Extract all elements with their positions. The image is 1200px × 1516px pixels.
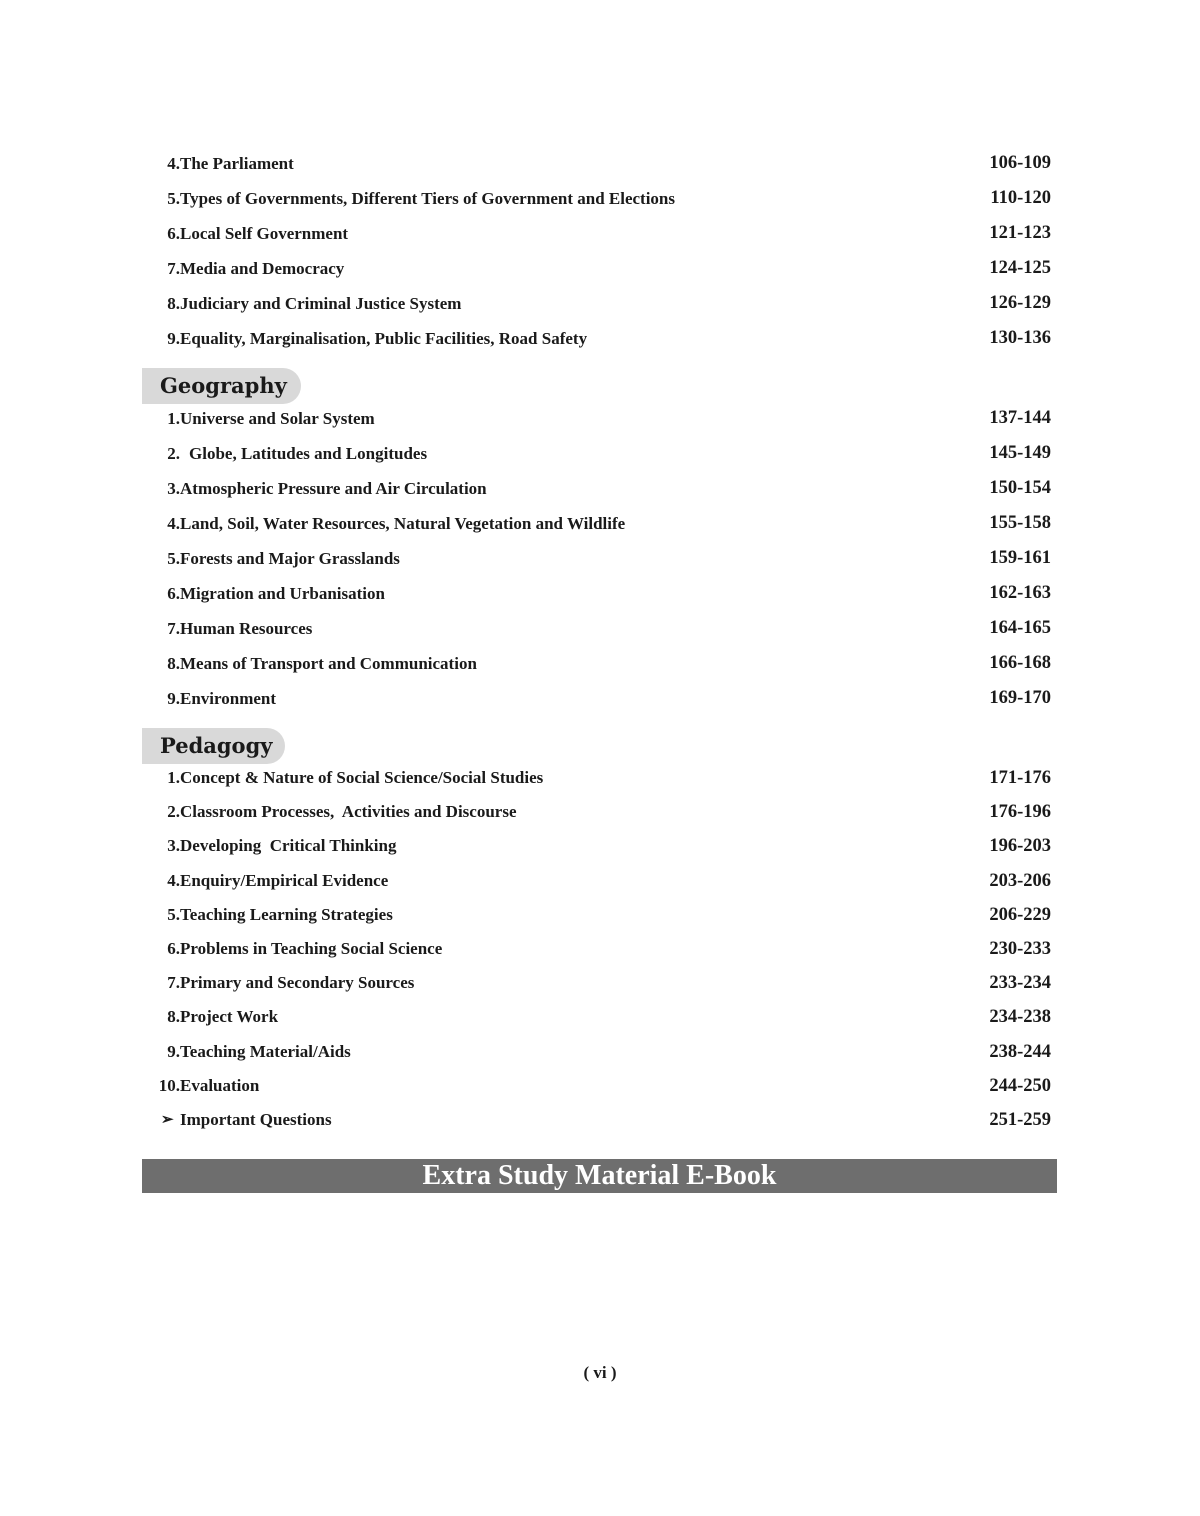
toc-entry-important-questions [142,1103,1057,1137]
entry-title: Equality, Marginalisation, Public Facilities, Road Safety [180,329,588,348]
toc-entry [142,646,1057,681]
entry-pages: 162-163 [989,583,1051,603]
entry-title: Judiciary and Criminal Justice System [180,294,462,313]
entry-number: 5. [167,549,180,568]
toc-entry [142,761,1057,795]
entry-number: 1. [167,768,180,787]
toc-entry [142,216,1057,251]
entry-number: 9. [167,1041,180,1061]
entry-number: 3. [167,479,180,498]
section-heading-pedagogy: Pedagogy [142,728,285,764]
entry-pages: 244-250 [989,1075,1051,1096]
entry-number: 3. [167,836,180,856]
entry-number: 6. [167,584,180,603]
entry-pages: 230-233 [989,938,1051,959]
toc-entry [142,436,1057,471]
entry-title: Migration and Urbanisation [180,584,385,603]
pedagogy-entries [142,761,1057,1137]
entry-number: 4. [167,514,180,533]
entry-number: 7. [167,619,180,638]
entry-pages: 196-203 [989,836,1051,857]
toc-entry [142,401,1057,436]
entry-title: Project Work [180,1007,279,1027]
entry-number: 7. [167,259,180,278]
toc-entry [142,932,1057,966]
entry-number: 5. [167,189,180,208]
entry-title: Classroom Processes, Activities and Discourse [180,802,517,822]
entry-pages: 145-149 [989,443,1051,463]
entry-pages: 206-229 [989,904,1051,925]
toc-entry [142,181,1057,216]
entry-number: 10. [158,1075,180,1095]
arrow-bullet-icon: ➢ [161,1111,174,1128]
entry-title: Teaching Learning Strategies [180,904,393,924]
entry-number: 8. [167,654,180,673]
entry-number: 1. [167,409,180,428]
toc-entry [142,1069,1057,1103]
toc-entry [142,795,1057,829]
page-number: ( vi ) [583,1363,617,1382]
entry-pages: 130-136 [989,328,1051,348]
entry-number: 8. [167,1007,180,1027]
toc-entry [142,966,1057,1000]
entry-pages: 176-196 [989,802,1051,823]
entry-number: 9. [167,689,180,708]
entry-pages: 110-120 [990,188,1051,208]
entry-pages: 137-144 [989,408,1051,428]
entry-pages: 150-154 [989,478,1051,498]
entry-number: 2. [167,444,180,463]
entry-title: Evaluation [180,1075,260,1095]
entry-pages: 159-161 [989,548,1051,568]
geography-entries [142,401,1057,716]
toc-entry [142,829,1057,863]
entry-title: Developing Critical Thinking [180,836,397,856]
entry-pages: 169-170 [989,688,1051,708]
entry-number: 2. [167,802,180,822]
toc-entry [142,321,1057,356]
entry-title: Means of Transport and Communication [180,654,477,673]
toc-entry [142,146,1057,181]
entry-title: Enquiry/Empirical Evidence [180,870,389,890]
entry-pages: 121-123 [989,223,1051,243]
toc-entry [142,251,1057,286]
extra-material-banner: Extra Study Material E-Book [142,1159,1057,1193]
entry-pages: 171-176 [989,768,1051,788]
entry-title: Forests and Major Grasslands [180,549,400,568]
entry-number: 6. [167,224,180,243]
entry-pages: 234-238 [989,1007,1051,1028]
toc-entry [142,1035,1057,1069]
entry-number: 8. [167,294,180,313]
toc-entry [142,541,1057,576]
entry-title: Land, Soil, Water Resources, Natural Vegetation and Wildlife [180,514,626,533]
entry-pages: 166-168 [989,653,1051,673]
entry-title: Types of Governments, Different Tiers of Government and Elections [180,189,676,208]
entry-title: The Parliament [180,154,294,173]
entry-title: Universe and Solar System [180,409,375,428]
entry-number: 9. [167,329,180,348]
toc-entry [142,898,1057,932]
toc-entry [142,681,1057,716]
entry-title: Environment [180,689,277,708]
entry-number: 4. [167,870,180,890]
entry-title: Concept & Nature of Social Science/Social Studies [180,768,544,787]
entry-title: Local Self Government [180,224,349,243]
entry-pages: 164-165 [989,618,1051,638]
entry-pages: 124-125 [989,258,1051,278]
toc-entry [142,286,1057,321]
entry-number: 7. [167,973,180,993]
entry-title: Human Resources [180,619,313,638]
entry-title: Atmospheric Pressure and Air Circulation [180,479,487,498]
section-heading-geography: Geography [142,368,301,404]
entry-title: Problems in Teaching Social Science [180,938,443,958]
entry-pages: 106-109 [989,153,1051,173]
entry-pages: 203-206 [989,870,1051,891]
entry-pages: 238-244 [989,1041,1051,1062]
entry-pages: 155-158 [989,513,1051,533]
entry-number: 6. [167,938,180,958]
entry-pages: 126-129 [989,293,1051,313]
entry-number: 5. [167,904,180,924]
toc-entry [142,611,1057,646]
entry-title: Media and Democracy [180,259,345,278]
toc-entry [142,864,1057,898]
entry-pages: 251-259 [989,1109,1051,1130]
entry-title: Teaching Material/Aids [180,1041,351,1061]
entry-title: Primary and Secondary Sources [180,973,415,993]
toc-entry [142,506,1057,541]
toc-entry [142,471,1057,506]
entry-title: Globe, Latitudes and Longitudes [189,444,428,463]
toc-entry [142,576,1057,611]
entry-title: Important Questions [180,1109,332,1129]
entry-pages: 233-234 [989,973,1051,994]
toc-entry [142,1000,1057,1034]
entry-number: 4. [167,154,180,173]
civics-entries [142,146,1057,356]
